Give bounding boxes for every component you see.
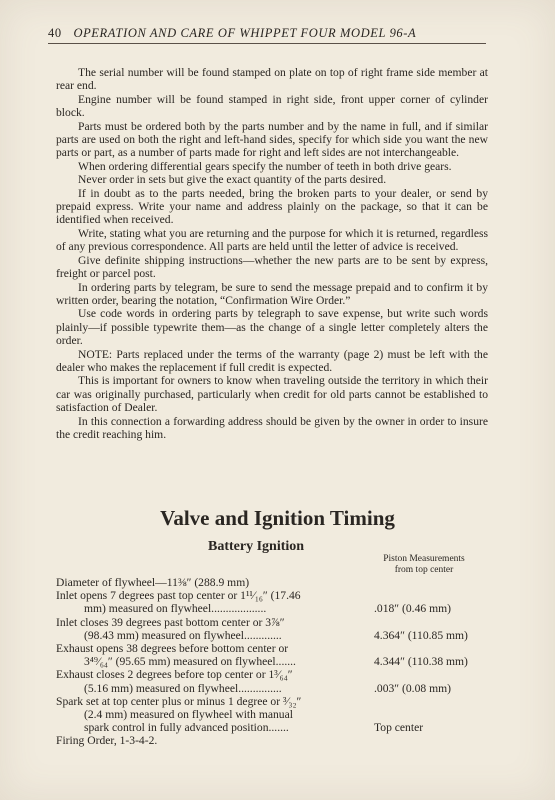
paragraph-ordering-parts: Parts must be ordered both by the parts number and by the name in full, and if similar parts are used on both the right and left-hand sides, specify for which side you want the new parts or part, as a number of parts made for right and left sides are not interchangeable. bbox=[56, 119, 488, 160]
spec-description-continued: (98.43 mm) measured on flywheel............. bbox=[84, 628, 282, 642]
paragraph-serial-number: The serial number will be found stamped on plate on top of right frame side member at rear end. bbox=[56, 66, 488, 93]
section-subtitle: Battery Ignition bbox=[208, 539, 305, 554]
paragraph-shipping: Give definite shipping instructions—whether the new parts are to be sent by express, freight or parcel post. bbox=[56, 253, 488, 281]
spec-row bbox=[56, 695, 488, 721]
spec-description-continued: mm) measured on flywheel................... bbox=[84, 602, 267, 616]
spec-measurement: Top center bbox=[374, 721, 424, 735]
spec-measurement: .003″ (0.08 mm) bbox=[374, 681, 451, 695]
spec-description: spark control in fully advanced position....... bbox=[84, 721, 289, 735]
paragraph-order-sets: Never order in sets but give the exact quantity of the parts desired. bbox=[78, 173, 387, 187]
paragraph-forwarding-address: In this connection a forwarding address should be given by the owner in order to insure the credit reaching him. bbox=[56, 414, 488, 441]
section-title: Valve and Ignition Timing bbox=[160, 506, 395, 530]
spec-measurement: 4.344″ (110.38 mm) bbox=[374, 655, 468, 669]
spec-row bbox=[56, 589, 488, 615]
paragraph-returning-parts: Write, stating what you are returning and the purpose for which it is returned, regardless of any previous correspondence. All parts are held until the letter of advice is received. bbox=[56, 226, 488, 254]
spec-description-continued: 3⁴⁹⁄₆₄″ (95.65 mm) measured on flywheel....... bbox=[84, 655, 296, 669]
spec-description: Inlet opens 7 degrees past top center or 1¹¹⁄₁₆″ (17.46 bbox=[56, 589, 301, 603]
spec-row bbox=[56, 734, 488, 747]
paragraph-broken-parts: If in doubt as to the parts needed, bring the broken parts to your dealer, or send by prepaid express. Write your name and address plainly on the package, so that it can be identified when received. bbox=[56, 186, 488, 227]
timing-specs-table bbox=[56, 576, 488, 748]
spec-row bbox=[56, 642, 488, 668]
paragraph-code-words: Use code words in ordering parts by telegraph to save expense, but write such words plainly—if possible typewrite them—as the change of a single letter completely alters the order. bbox=[56, 307, 488, 348]
spec-measurement: .018″ (0.46 mm) bbox=[374, 602, 451, 616]
spec-measurement: 4.364″ (110.85 mm) bbox=[374, 628, 468, 642]
paragraph-engine-number: Engine number will be found stamped in right side, front upper corner of cylinder block. bbox=[56, 92, 488, 120]
body-text bbox=[56, 66, 488, 441]
spec-description: Exhaust closes 2 degrees before top center or 1³⁄₆₄″ bbox=[56, 668, 293, 682]
spec-row bbox=[56, 721, 488, 734]
column-header-line-1: Piston Measurements bbox=[383, 554, 465, 564]
spec-description: Diameter of flywheel—11⅜″ (288.9 mm) bbox=[56, 576, 250, 589]
spec-row bbox=[56, 616, 488, 642]
paragraph-differential-gears: When ordering differential gears specify the number of teeth in both drive gears. bbox=[78, 159, 452, 173]
paragraph-telegram: In ordering parts by telegram, be sure to send the message prepaid and to confirm it by written order, bearing the notation, “Confirmation Wire Order.” bbox=[56, 280, 488, 307]
spec-description: Inlet closes 39 degrees past bottom center or 3⅞″ bbox=[56, 615, 285, 629]
paragraph-warranty-note: NOTE: Parts replaced under the terms of the warranty (page 2) must be left with the dealer who makes the replacement if full credit is expected. bbox=[56, 347, 488, 374]
spec-description: Spark set at top center plus or minus 1 degree or ³⁄₃₂″ bbox=[56, 694, 302, 708]
paragraph-traveling-owners: This is important for owners to know when traveling outside the territory in which their car was originally purchased, particularly when credit for old parts cannot be established to satisfaction of Dealer. bbox=[56, 374, 488, 415]
firing-order: Firing Order, 1-3-4-2. bbox=[56, 734, 158, 748]
running-title: OPERATION AND CARE OF WHIPPET FOUR MODEL 96-A bbox=[73, 26, 417, 40]
spec-description-continued: (2.4 mm) measured on flywheel with manual bbox=[84, 708, 293, 722]
page-number: 40 bbox=[48, 26, 62, 40]
column-header-line-2: from top center bbox=[394, 565, 454, 575]
spec-row bbox=[56, 576, 488, 589]
spec-description-continued: (5.16 mm) measured on flywheel............... bbox=[84, 681, 282, 695]
measurement-column-header bbox=[368, 554, 480, 576]
spec-row bbox=[56, 668, 488, 694]
spec-description: Exhaust opens 38 degrees before bottom center or bbox=[56, 642, 289, 656]
running-header bbox=[48, 26, 486, 44]
